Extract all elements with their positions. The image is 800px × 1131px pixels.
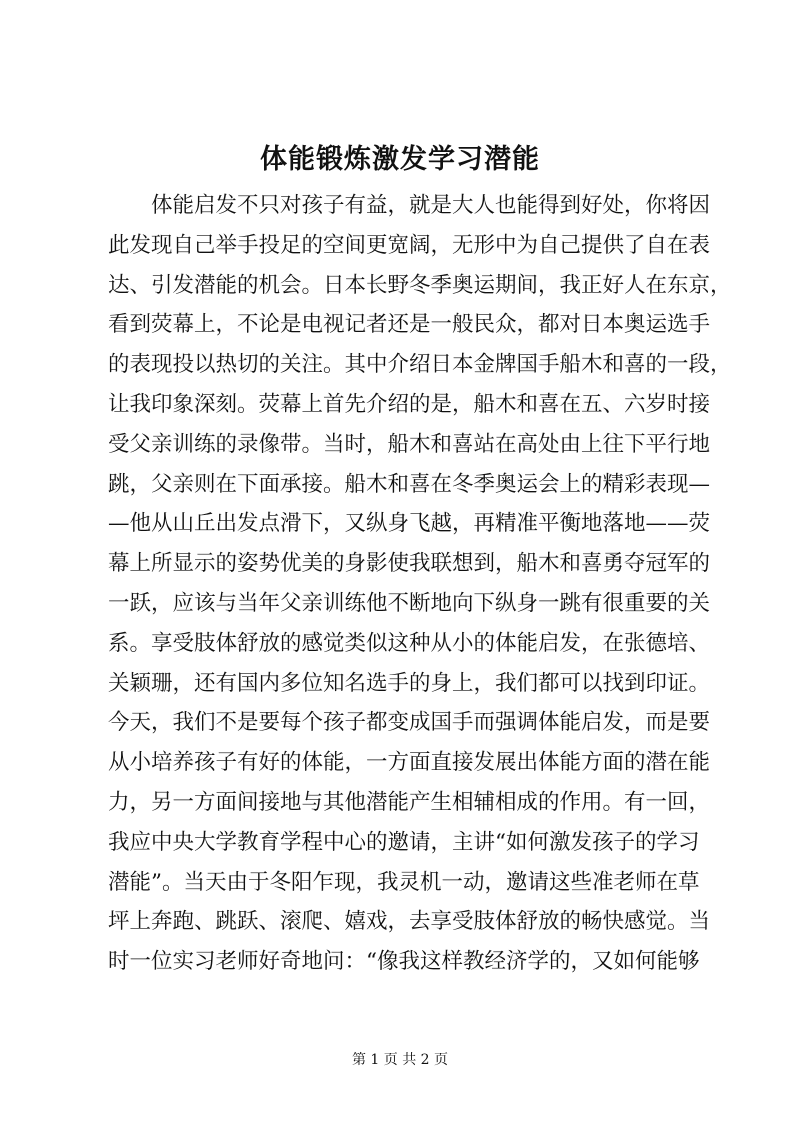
body-line: 关颖珊，还有国内多位知名选手的身上，我们都可以找到印证。 [108,670,711,696]
body-line: 今天，我们不是要每个孩子都变成国手而强调体能启发，而是要 [108,710,711,736]
body-line: 一跃，应该与当年父亲训练他不断地向下纵身一跳有很重要的关 [108,590,711,616]
document-body [108,186,732,982]
body-line: 受父亲训练的录像带。当时，船木和喜站在高处由上往下平行地 [108,431,711,457]
body-line: 体能启发不只对孩子有益，就是大人也能得到好处，你将因 [151,193,711,218]
body-line: 的表现投以热切的关注。其中介绍日本金牌国手船木和喜的一段， [108,352,732,378]
body-line: 潜能”。当天由于冬阳乍现，我灵机一动，邀请这些准老师在草 [108,869,700,895]
body-line: —他从山丘出发点滑下，又纵身飞越，再精准平衡地落地——荧 [108,511,711,537]
body-line: 看到荧幕上，不论是电视记者还是一般民众，都对日本奥运选手 [108,312,711,338]
body-line: 让我印象深刻。荧幕上首先介绍的是，船木和喜在五、六岁时接 [108,391,711,417]
body-line: 从小培养孩子有好的体能，一方面直接发展出体能方面的潜在能 [108,750,711,776]
document-title: 体能锻炼激发学习潜能 [260,144,540,175]
body-line: 时一位实习老师好奇地问：“像我这样教经济学的，又如何能够 [108,949,700,975]
page-number-footer: 第 1 页 共 2 页 [351,1052,449,1068]
body-line: 此发现自己举手投足的空间更宽阔，无形中为自己提供了自在表 [108,232,711,258]
body-line: 力，另一方面间接地与其他潜能产生相辅相成的作用。有一回， [108,789,711,815]
body-line: 幕上所显示的姿势优美的身影使我联想到，船木和喜勇夺冠军的 [108,551,711,577]
body-line: 坪上奔跑、跳跃、滚爬、嬉戏，去享受肢体舒放的畅快感觉。当 [108,909,711,935]
body-line: 跳，父亲则在下面承接。船木和喜在冬季奥运会上的精彩表现— [108,471,711,497]
body-line: 达、引发潜能的机会。日本长野冬季奥运期间，我正好人在东京， [108,272,732,298]
body-line: 我应中央大学教育学程中心的邀请，主讲“如何激发孩子的学习 [108,829,700,855]
body-line: 系。享受肢体舒放的感觉类似这种从小的体能启发，在张德培、 [108,630,711,656]
